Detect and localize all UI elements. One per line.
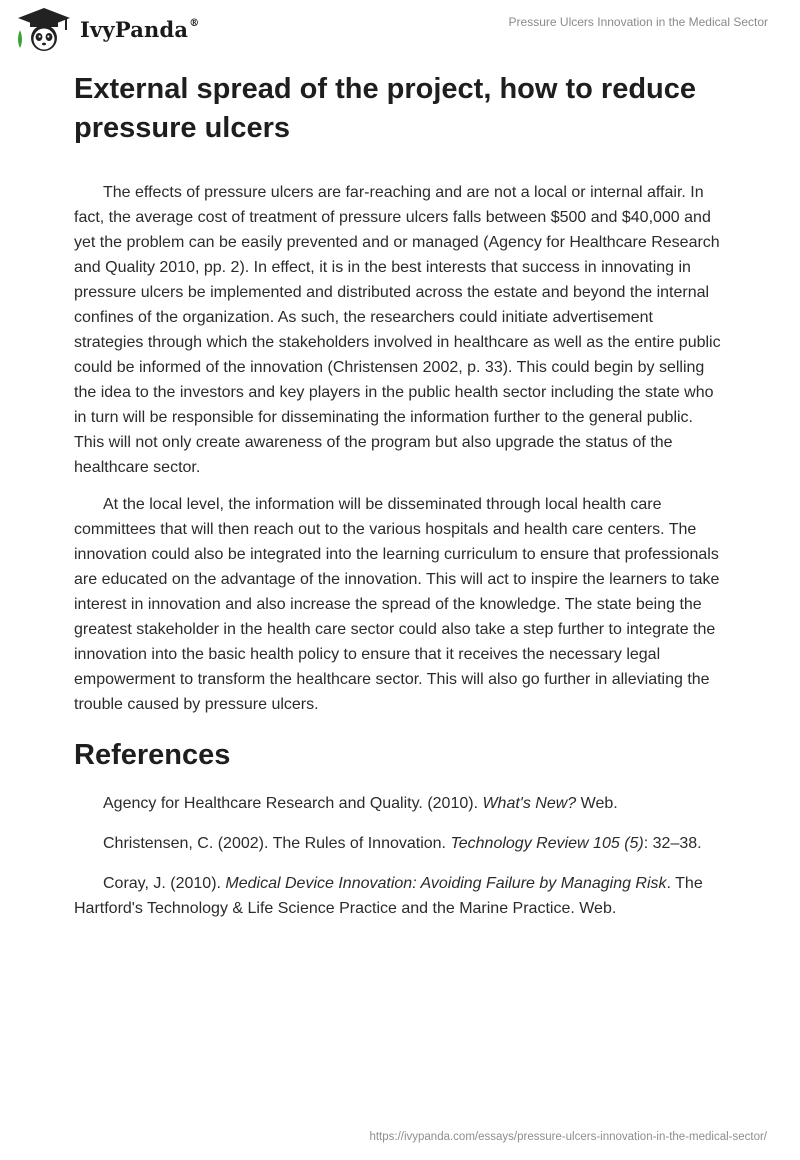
panda-graduate-icon [14,6,74,52]
ivypanda-logo[interactable] [14,6,199,52]
article-content [74,70,726,936]
document-title: Pressure Ulcers Innovation in the Medical Sector [508,15,768,29]
page-header [0,0,800,60]
reference-item: Christensen, C. (2002). The Rules of Innovation. Technology Review 105 (5): 32–38. [103,835,702,852]
source-url[interactable]: https://ivypanda.com/essays/pressure-ulcers-innovation-in-the-medical-sector/ [369,1131,767,1143]
reference-item: Agency for Healthcare Research and Quality. (2010). What's New? Web. [103,795,618,812]
body-paragraph: The effects of pressure ulcers are far-reaching and are not a local or internal affair. In fact, the average cost of treatment of pressure ulcers falls between $500 and $40,000 and yet the problem can be easily prevented and or managed (Agency for Healthcare Research and Quality 2010, pp. 2). In effect, it is in the best interests that success in innovating in pressure ulcers be implemented and distributed across the estate and beyond the internal confines of the organization. As such, the researchers could initiate advertisement strategies through which the stakeholders involved in healthcare as well as the entire public could be informed of the innovation (Christensen 2002, p. 33). This could begin by selling the idea to the investors and key players in the public health sector including the state who in turn will be responsible for disseminating the information further to the general public. This will not only create awareness of the program but also upgrade the status of the healthcare sector. [74,184,721,476]
references-heading: References [74,739,231,771]
reference-item: Coray, J. (2010). Medical Device Innovation: Avoiding Failure by Managing Risk. The Hartford's Technology & Life Science Practice and the Marine Practice. Web. [74,875,703,917]
section-heading: External spread of the project, how to reduce pressure ulcers [74,73,697,144]
brand-name: IvyPanda® [80,16,200,42]
body-paragraph: At the local level, the information will be disseminated through local health care committees that will then reach out to the various hospitals and health care centers. The innovation could also be integrated into the learning curriculum to ensure that professionals are educated on the advantage of the innovation. This will act to inspire the learners to take interest in innovation and also increase the spread of the knowledge. The state being the greatest stakeholder in the health care sector could also take a step further to integrate the innovation into the basic health policy to ensure that it receives the necessary legal empowerment to transform the healthcare sector. This will also go further in alleviating the trouble caused by pressure ulcers. [74,496,720,713]
